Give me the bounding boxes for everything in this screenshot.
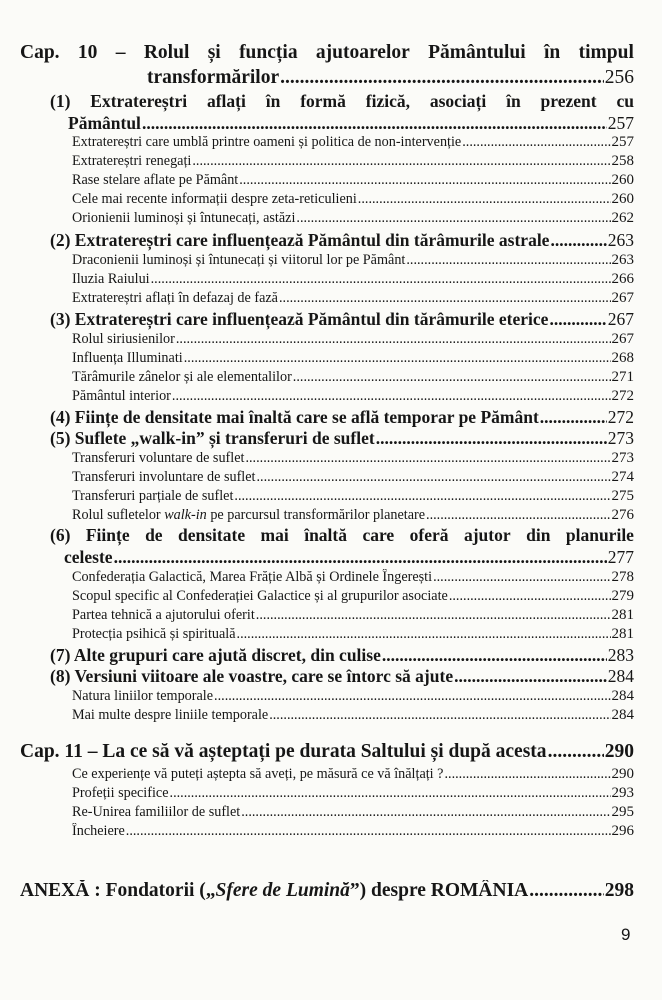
title-part: pe parcursul transformărilor planetare <box>206 507 426 523</box>
leader-dots <box>454 666 607 687</box>
word: Rolul <box>143 42 190 63</box>
section-2-entry <box>50 230 634 251</box>
entry-title: Tărâmurile zânelor și ale elementalilor <box>72 369 292 385</box>
page-number-ref: 258 <box>611 153 634 169</box>
leader-dots <box>172 388 611 405</box>
word: în <box>544 42 561 63</box>
section-6-entry <box>64 547 634 568</box>
page-number-ref: 284 <box>607 666 634 686</box>
section-1-title-line1 <box>50 91 634 112</box>
leader-dots <box>529 880 603 902</box>
leader-dots <box>241 804 610 821</box>
toc-entry <box>72 271 634 288</box>
page-number-ref: 263 <box>611 252 634 268</box>
entry-title: Pământul interior <box>72 388 171 404</box>
word: în <box>506 91 521 111</box>
toc-entry <box>72 153 634 170</box>
leader-dots <box>293 369 611 386</box>
word: densitate <box>178 525 246 545</box>
word: cu <box>616 91 634 111</box>
chapter-11-entry <box>20 741 634 763</box>
toc-entry <box>72 688 634 705</box>
leader-dots <box>142 113 607 134</box>
page-number-ref: 293 <box>611 785 634 801</box>
leader-dots <box>280 67 604 89</box>
word: Pământului <box>428 42 526 63</box>
word: care <box>362 525 395 545</box>
toc-entry <box>72 785 634 802</box>
page-number-ref: 267 <box>607 309 634 329</box>
entry-title: Extratereștri care umblă printre oameni și politica de non-intervenție <box>72 134 462 150</box>
section-title: (3) Extratereștri care influențează Pământul din tărâmurile eterice <box>50 309 549 329</box>
entry-title: Mai multe despre liniile temporale <box>72 707 269 723</box>
section-1-title-line2: Pământul <box>68 113 141 133</box>
section-5-entry <box>50 428 634 449</box>
section-4-entry <box>50 407 634 428</box>
annex-entry <box>20 880 634 902</box>
entry-title: Partea tehnică a ajutorului oferit <box>72 607 255 623</box>
toc-entry <box>72 450 634 467</box>
page-number-ref: 273 <box>611 450 634 466</box>
leader-dots <box>170 785 611 802</box>
page-number-ref: 272 <box>607 407 634 427</box>
leader-dots <box>114 547 607 568</box>
page-number-ref: 267 <box>611 331 634 347</box>
section-title: (7) Alte grupuri care ajută discret, din culise <box>50 645 381 665</box>
toc-entry <box>72 804 634 821</box>
page-number-ref: 290 <box>611 766 634 782</box>
page-number-ref: 263 <box>607 230 634 250</box>
word: funcția <box>239 42 298 63</box>
entry-title: Iluzia Raiului <box>72 271 150 287</box>
title-italic-part: walk-in <box>164 507 207 523</box>
title-italic-part: Sfere de Lumină <box>215 880 350 901</box>
leader-dots <box>462 134 610 151</box>
entry-title: Ce experiențe vă puteți aștepta să aveți, pe măsură ce vă înălțați ? <box>72 766 444 782</box>
toc-entry <box>72 369 634 386</box>
entry-title: Încheiere <box>72 823 125 839</box>
leader-dots <box>358 191 611 208</box>
word: de <box>145 525 163 545</box>
leader-dots <box>214 688 610 705</box>
word: (1) <box>50 91 71 111</box>
word: prezent <box>540 91 597 111</box>
leader-dots <box>126 823 611 840</box>
page-number-ref: 274 <box>611 469 634 485</box>
page-number: 9 <box>621 925 631 944</box>
page-number-ref: 278 <box>611 569 634 585</box>
chapter-10-title-line2: transformărilor <box>147 67 280 88</box>
entry-title: Confederația Galactică, Marea Frăție Albă și Ordinele Îngerești <box>72 569 433 585</box>
section-title: (8) Versiuni viitoare ale voastre, care se întorc să ajute <box>50 666 454 686</box>
entry-title: Extratereștri renegați <box>72 153 192 169</box>
leader-dots <box>548 741 604 763</box>
entry-title: Orionienii luminoși și întunecați, astăzi <box>72 210 296 226</box>
toc-entry <box>72 252 634 269</box>
word: planurile <box>565 525 634 545</box>
page-number-ref: 257 <box>607 113 634 133</box>
section-8-entry <box>50 666 634 687</box>
page-number-ref: 298 <box>604 880 634 901</box>
section-7-entry <box>50 645 634 666</box>
word: 10 <box>77 42 98 63</box>
toc-entry <box>72 626 634 643</box>
page-number-ref: 260 <box>611 191 634 207</box>
word: fizică, <box>365 91 410 111</box>
leader-dots <box>176 331 611 348</box>
word: asociați <box>429 91 487 111</box>
leader-dots <box>269 707 610 724</box>
entry-title <box>72 507 425 524</box>
section-title: (2) Extratereștri care influențează Pământul din tărâmurile astrale <box>50 230 550 250</box>
page-number-ref: 273 <box>607 428 634 448</box>
page-number-ref: 277 <box>607 547 634 567</box>
leader-dots <box>540 407 607 428</box>
section-1-entry <box>68 113 634 134</box>
page-number-ref: 262 <box>611 210 634 226</box>
entry-title: Scopul specific al Confederației Galactice și al grupurilor asociate <box>72 588 448 604</box>
toc-entry <box>72 290 634 307</box>
toc-entry <box>72 388 634 405</box>
word: mai <box>260 525 289 545</box>
leader-dots <box>406 252 610 269</box>
entry-title: Natura liniilor temporale <box>72 688 214 704</box>
page-number-ref: 279 <box>611 588 634 604</box>
toc-entry <box>72 823 634 840</box>
annex-title <box>20 880 528 902</box>
word: formă <box>300 91 346 111</box>
page-number-ref: 281 <box>611 607 634 623</box>
leader-dots <box>151 271 611 288</box>
leader-dots <box>245 450 610 467</box>
page-number-ref: 295 <box>611 804 634 820</box>
toc-entry <box>72 331 634 348</box>
page-number-ref: 256 <box>604 67 634 88</box>
leader-dots <box>192 153 610 170</box>
toc-entry <box>72 191 634 208</box>
page-number-ref: 257 <box>611 134 634 150</box>
entry-title: Draconienii luminoși și întunecați și viitorul lor pe Pământ <box>72 252 406 268</box>
word: Extratereștri <box>90 91 188 111</box>
toc-entry <box>72 134 634 151</box>
word: timpul <box>578 42 634 63</box>
leader-dots <box>279 290 611 307</box>
toc-entry <box>72 607 634 624</box>
entry-title: Re-Unirea familiilor de suflet <box>72 804 241 820</box>
toc-entry <box>72 588 634 605</box>
title-part: ANEXĂ : Fondatorii („ <box>20 880 216 901</box>
entry-title: Transferuri parțiale de suflet <box>72 488 234 504</box>
leader-dots <box>296 210 610 227</box>
entry-title: Transferuri voluntare de suflet <box>72 450 245 466</box>
chapter-title: Cap. 11 – La ce să vă așteptați pe durata Saltului și după acesta <box>20 741 547 762</box>
page-number-ref: 275 <box>611 488 634 504</box>
entry-title: Influența Illuminati <box>72 350 183 366</box>
leader-dots <box>449 588 611 605</box>
toc-entry <box>72 350 634 367</box>
section-title: (5) Suflete „walk-in” și transferuri de suflet <box>50 428 375 448</box>
leader-dots <box>234 488 610 505</box>
leader-dots <box>444 766 610 783</box>
toc-entry <box>72 569 634 586</box>
toc-entry <box>72 766 634 783</box>
entry-title: Profeții specifice <box>72 785 169 801</box>
entry-title: Extratereștri aflați în defazaj de fază <box>72 290 278 306</box>
page-number-ref: 271 <box>611 369 634 385</box>
toc-entry <box>72 488 634 505</box>
chapter-10-entry <box>147 67 634 89</box>
page-number-ref: 266 <box>611 271 634 287</box>
word: oferă <box>409 525 449 545</box>
leader-dots <box>549 309 606 330</box>
leader-dots <box>426 507 610 524</box>
page-number-ref: 260 <box>611 172 634 188</box>
leader-dots <box>382 645 607 666</box>
entry-title: Protecția psihică și spirituală <box>72 626 236 642</box>
section-title: (4) Ființe de densitate mai înaltă care se află temporar pe Pământ <box>50 407 539 427</box>
leader-dots <box>256 469 610 486</box>
entry-title: Rolul siriusienilor <box>72 331 175 347</box>
leader-dots <box>433 569 610 586</box>
toc-entry <box>72 469 634 486</box>
page-number-ref: 283 <box>607 645 634 665</box>
chapter-10-title-line1 <box>20 42 634 64</box>
page-number-ref: 281 <box>611 626 634 642</box>
leader-dots <box>376 428 607 449</box>
section-6-title-line2: celeste <box>64 547 113 567</box>
page-number-ref: 276 <box>611 507 634 523</box>
word: și <box>207 42 221 63</box>
toc-entry <box>72 507 634 524</box>
word: (6) <box>50 525 71 545</box>
toc-entry <box>72 707 634 724</box>
section-3-entry <box>50 309 634 330</box>
word: în <box>265 91 281 111</box>
title-part: Rolul sufletelor <box>72 507 165 523</box>
word: aflați <box>206 91 246 111</box>
entry-title: Cele mai recente informații despre zeta-reticulieni <box>72 191 357 207</box>
word: ajutor <box>463 525 511 545</box>
word: ajutoarelor <box>315 42 410 63</box>
word: din <box>526 525 551 545</box>
leader-dots <box>256 607 611 624</box>
toc-entry <box>72 210 634 227</box>
leader-dots <box>237 626 611 643</box>
page-number-ref: 268 <box>611 350 634 366</box>
page-number-ref: 284 <box>611 688 634 704</box>
leader-dots <box>550 230 606 251</box>
word: înaltă <box>304 525 347 545</box>
page-number-ref: 272 <box>611 388 634 404</box>
word: Ființe <box>85 525 130 545</box>
page-number-ref: 290 <box>604 741 634 762</box>
leader-dots <box>184 350 611 367</box>
word: Cap. <box>20 42 60 63</box>
toc-entry <box>72 172 634 189</box>
page-number-ref: 284 <box>611 707 634 723</box>
entry-title: Transferuri involuntare de suflet <box>72 469 256 485</box>
title-part: ”) despre ROMÂNIA <box>349 880 529 901</box>
page-number-ref: 296 <box>611 823 634 839</box>
entry-title: Rase stelare aflate pe Pământ <box>72 172 239 188</box>
leader-dots <box>239 172 610 189</box>
section-6-title-line1 <box>50 525 634 546</box>
word: – <box>115 42 126 63</box>
page-number-ref: 267 <box>611 290 634 306</box>
